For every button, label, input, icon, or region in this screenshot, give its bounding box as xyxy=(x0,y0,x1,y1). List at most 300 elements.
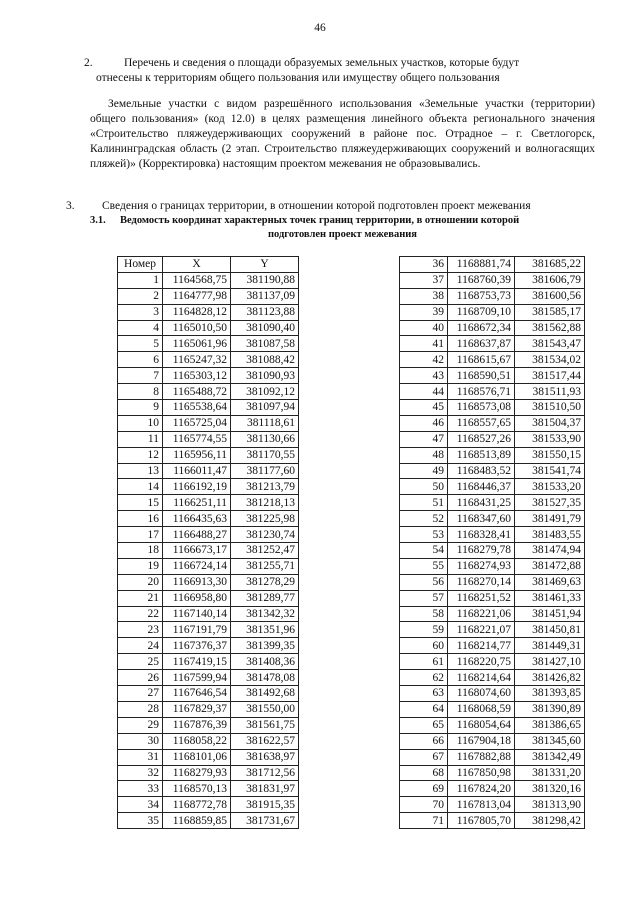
x-coordinate: 1166192,19 xyxy=(163,479,231,495)
table-row xyxy=(400,606,585,622)
table-row xyxy=(118,654,299,670)
table-row xyxy=(118,686,299,702)
section-3-number: 3. xyxy=(66,200,75,212)
y-coordinate: 381351,96 xyxy=(231,622,299,638)
x-coordinate: 1166251,11 xyxy=(163,495,231,511)
x-coordinate: 1168074,60 xyxy=(448,686,515,702)
point-number: 51 xyxy=(400,495,448,511)
point-number: 52 xyxy=(400,511,448,527)
point-number: 41 xyxy=(400,336,448,352)
point-number: 25 xyxy=(118,654,163,670)
table-row xyxy=(400,717,585,733)
x-coordinate: 1168214,77 xyxy=(448,638,515,654)
point-number: 23 xyxy=(118,622,163,638)
x-coordinate: 1168101,06 xyxy=(163,749,231,765)
y-coordinate: 381252,47 xyxy=(231,543,299,559)
y-coordinate: 381088,42 xyxy=(231,352,299,368)
point-number: 10 xyxy=(118,415,163,431)
x-coordinate: 1168615,67 xyxy=(448,352,515,368)
table-row xyxy=(118,495,299,511)
x-coordinate: 1167419,15 xyxy=(163,654,231,670)
point-number: 9 xyxy=(118,400,163,416)
y-coordinate: 381320,16 xyxy=(515,781,585,797)
y-coordinate: 381550,00 xyxy=(231,701,299,717)
y-coordinate: 381426,82 xyxy=(515,670,585,686)
x-coordinate: 1168068,59 xyxy=(448,701,515,717)
section-2-number: 2. xyxy=(84,57,93,69)
y-coordinate: 381450,81 xyxy=(515,622,585,638)
point-number: 27 xyxy=(118,686,163,702)
x-coordinate: 1168279,93 xyxy=(163,765,231,781)
point-number: 22 xyxy=(118,606,163,622)
y-coordinate: 381451,94 xyxy=(515,606,585,622)
y-coordinate: 381449,31 xyxy=(515,638,585,654)
y-coordinate: 381606,79 xyxy=(515,272,585,288)
x-coordinate: 1167829,37 xyxy=(163,701,231,717)
y-coordinate: 381550,15 xyxy=(515,447,585,463)
point-number: 62 xyxy=(400,670,448,686)
table-row xyxy=(400,543,585,559)
point-number: 58 xyxy=(400,606,448,622)
x-coordinate: 1168483,52 xyxy=(448,463,515,479)
table-row xyxy=(400,431,585,447)
point-number: 2 xyxy=(118,288,163,304)
table-row xyxy=(400,304,585,320)
table-row xyxy=(400,320,585,336)
y-coordinate: 381510,50 xyxy=(515,400,585,416)
point-number: 13 xyxy=(118,463,163,479)
point-number: 49 xyxy=(400,463,448,479)
section-3-1-title-line1: Ведомость координат характерных точек границ территории, в отношении которой xyxy=(120,215,520,226)
x-coordinate: 1167191,79 xyxy=(163,622,231,638)
y-coordinate: 381685,22 xyxy=(515,257,585,273)
x-coordinate: 1168054,64 xyxy=(448,717,515,733)
table-row xyxy=(400,574,585,590)
section-2-title-line1: Перечень и сведения о площади образуемых земельных участков, которые будут xyxy=(124,57,520,69)
y-coordinate: 381190,88 xyxy=(231,272,299,288)
y-coordinate: 381600,56 xyxy=(515,288,585,304)
x-coordinate: 1168058,22 xyxy=(163,733,231,749)
point-number: 31 xyxy=(118,749,163,765)
y-coordinate: 381527,35 xyxy=(515,495,585,511)
y-coordinate: 381386,65 xyxy=(515,717,585,733)
table-row xyxy=(118,320,299,336)
page-number: 46 xyxy=(314,22,326,34)
x-coordinate: 1166488,27 xyxy=(163,527,231,543)
y-coordinate: 381399,35 xyxy=(231,638,299,654)
x-coordinate: 1167824,20 xyxy=(448,781,515,797)
x-coordinate: 1165725,04 xyxy=(163,415,231,431)
y-coordinate: 381137,09 xyxy=(231,288,299,304)
y-coordinate: 381469,63 xyxy=(515,574,585,590)
table-row xyxy=(118,590,299,606)
table-header-row xyxy=(118,257,299,273)
point-number: 59 xyxy=(400,622,448,638)
y-coordinate: 381345,60 xyxy=(515,733,585,749)
x-coordinate: 1164828,12 xyxy=(163,304,231,320)
table-row xyxy=(400,686,585,702)
y-coordinate: 381342,49 xyxy=(515,749,585,765)
point-number: 40 xyxy=(400,320,448,336)
y-coordinate: 381090,93 xyxy=(231,368,299,384)
x-coordinate: 1168513,89 xyxy=(448,447,515,463)
table-row xyxy=(400,590,585,606)
table-row xyxy=(400,765,585,781)
y-coordinate: 381461,33 xyxy=(515,590,585,606)
table-row xyxy=(400,654,585,670)
x-coordinate: 1167876,39 xyxy=(163,717,231,733)
point-number: 60 xyxy=(400,638,448,654)
point-number: 1 xyxy=(118,272,163,288)
y-coordinate: 381278,29 xyxy=(231,574,299,590)
x-coordinate: 1166913,30 xyxy=(163,574,231,590)
point-number: 42 xyxy=(400,352,448,368)
table-row xyxy=(400,463,585,479)
y-coordinate: 381170,55 xyxy=(231,447,299,463)
point-number: 5 xyxy=(118,336,163,352)
table-row xyxy=(400,447,585,463)
y-coordinate: 381638,97 xyxy=(231,749,299,765)
y-coordinate: 381218,13 xyxy=(231,495,299,511)
table-row xyxy=(118,813,299,829)
coordinates-table-left xyxy=(117,256,299,829)
table-row xyxy=(400,257,585,273)
x-coordinate: 1168270,14 xyxy=(448,574,515,590)
x-coordinate: 1166011,47 xyxy=(163,463,231,479)
point-number: 30 xyxy=(118,733,163,749)
table-row xyxy=(118,479,299,495)
x-coordinate: 1168637,87 xyxy=(448,336,515,352)
table-row xyxy=(118,638,299,654)
y-coordinate: 381118,61 xyxy=(231,415,299,431)
table-row xyxy=(118,384,299,400)
point-number: 19 xyxy=(118,558,163,574)
y-coordinate: 381511,93 xyxy=(515,384,585,400)
point-number: 55 xyxy=(400,558,448,574)
x-coordinate: 1168772,78 xyxy=(163,797,231,813)
point-number: 47 xyxy=(400,431,448,447)
table-row xyxy=(400,415,585,431)
table-row xyxy=(118,304,299,320)
x-coordinate: 1167805,70 xyxy=(448,813,515,829)
y-coordinate: 381177,60 xyxy=(231,463,299,479)
point-number: 63 xyxy=(400,686,448,702)
y-coordinate: 381543,47 xyxy=(515,336,585,352)
point-number: 65 xyxy=(400,717,448,733)
x-coordinate: 1167882,88 xyxy=(448,749,515,765)
x-coordinate: 1168590,51 xyxy=(448,368,515,384)
table-row xyxy=(118,415,299,431)
table-row xyxy=(118,717,299,733)
y-coordinate: 381255,71 xyxy=(231,558,299,574)
table-row xyxy=(400,797,585,813)
y-coordinate: 381342,32 xyxy=(231,606,299,622)
x-coordinate: 1167599,94 xyxy=(163,670,231,686)
point-number: 11 xyxy=(118,431,163,447)
y-coordinate: 381915,35 xyxy=(231,797,299,813)
table-row xyxy=(118,574,299,590)
x-coordinate: 1168760,39 xyxy=(448,272,515,288)
y-coordinate: 381562,88 xyxy=(515,320,585,336)
section-3-1-number: 3.1. xyxy=(90,215,106,226)
point-number: 37 xyxy=(400,272,448,288)
x-coordinate: 1168214,64 xyxy=(448,670,515,686)
point-number: 26 xyxy=(118,670,163,686)
table-row xyxy=(400,384,585,400)
table-row xyxy=(118,368,299,384)
point-number: 61 xyxy=(400,654,448,670)
y-coordinate: 381504,37 xyxy=(515,415,585,431)
point-number: 43 xyxy=(400,368,448,384)
header-y: Y xyxy=(231,257,299,273)
y-coordinate: 381492,68 xyxy=(231,686,299,702)
header-number: Номер xyxy=(118,257,163,273)
point-number: 3 xyxy=(118,304,163,320)
point-number: 57 xyxy=(400,590,448,606)
section-2-paragraph: Земельные участки с видом разрешённого использования «Земельные участки (территории) общего пользования» (код 12.0) в целях размещения линейного объекта регионального значения «Строительство пляжеудерживающих сооружений в районе пос. Отрадное – г. Светлогорск, Калининградская область (2 этап. Строительство пляжеудерживающих сооружений и волногасящих пляжей)» (Корректировка) настоящим проектом межевания не образовывались. xyxy=(90,98,595,170)
y-coordinate: 381731,67 xyxy=(231,813,299,829)
point-number: 39 xyxy=(400,304,448,320)
x-coordinate: 1165956,11 xyxy=(163,447,231,463)
x-coordinate: 1168573,08 xyxy=(448,400,515,416)
x-coordinate: 1168347,60 xyxy=(448,511,515,527)
x-coordinate: 1167140,14 xyxy=(163,606,231,622)
table-row xyxy=(118,797,299,813)
table-row xyxy=(400,781,585,797)
point-number: 45 xyxy=(400,400,448,416)
x-coordinate: 1166958,80 xyxy=(163,590,231,606)
x-coordinate: 1168527,26 xyxy=(448,431,515,447)
point-number: 66 xyxy=(400,733,448,749)
point-number: 67 xyxy=(400,749,448,765)
y-coordinate: 381474,94 xyxy=(515,543,585,559)
table-row xyxy=(118,447,299,463)
table-row xyxy=(118,527,299,543)
x-coordinate: 1168431,25 xyxy=(448,495,515,511)
point-number: 14 xyxy=(118,479,163,495)
table-row xyxy=(118,336,299,352)
point-number: 18 xyxy=(118,543,163,559)
table-row xyxy=(400,749,585,765)
x-coordinate: 1165247,32 xyxy=(163,352,231,368)
x-coordinate: 1168220,75 xyxy=(448,654,515,670)
y-coordinate: 381408,36 xyxy=(231,654,299,670)
y-coordinate: 381483,55 xyxy=(515,527,585,543)
point-number: 32 xyxy=(118,765,163,781)
point-number: 12 xyxy=(118,447,163,463)
x-coordinate: 1168274,93 xyxy=(448,558,515,574)
section-3-title: Сведения о границах территории, в отношении которой подготовлен проект межевания xyxy=(102,200,531,212)
table-row xyxy=(400,368,585,384)
x-coordinate: 1165010,50 xyxy=(163,320,231,336)
y-coordinate: 381331,20 xyxy=(515,765,585,781)
y-coordinate: 381092,12 xyxy=(231,384,299,400)
table-row xyxy=(118,431,299,447)
x-coordinate: 1168446,37 xyxy=(448,479,515,495)
x-coordinate: 1168881,74 xyxy=(448,257,515,273)
y-coordinate: 381087,58 xyxy=(231,336,299,352)
y-coordinate: 381712,56 xyxy=(231,765,299,781)
x-coordinate: 1164777,98 xyxy=(163,288,231,304)
x-coordinate: 1166673,17 xyxy=(163,543,231,559)
x-coordinate: 1168859,85 xyxy=(163,813,231,829)
y-coordinate: 381289,77 xyxy=(231,590,299,606)
y-coordinate: 381225,98 xyxy=(231,511,299,527)
point-number: 8 xyxy=(118,384,163,400)
y-coordinate: 381541,74 xyxy=(515,463,585,479)
table-row xyxy=(400,400,585,416)
point-number: 29 xyxy=(118,717,163,733)
x-coordinate: 1167904,18 xyxy=(448,733,515,749)
x-coordinate: 1168709,10 xyxy=(448,304,515,320)
y-coordinate: 381478,08 xyxy=(231,670,299,686)
section-2-title-line2: отнесены к территориям общего пользования или имуществу общего пользования xyxy=(96,72,500,84)
x-coordinate: 1167850,98 xyxy=(448,765,515,781)
table-row xyxy=(400,288,585,304)
x-coordinate: 1168557,65 xyxy=(448,415,515,431)
table-row xyxy=(400,352,585,368)
y-coordinate: 381097,94 xyxy=(231,400,299,416)
x-coordinate: 1165488,72 xyxy=(163,384,231,400)
point-number: 35 xyxy=(118,813,163,829)
point-number: 71 xyxy=(400,813,448,829)
y-coordinate: 381313,90 xyxy=(515,797,585,813)
y-coordinate: 381393,85 xyxy=(515,686,585,702)
point-number: 36 xyxy=(400,257,448,273)
x-coordinate: 1168753,73 xyxy=(448,288,515,304)
point-number: 4 xyxy=(118,320,163,336)
y-coordinate: 381561,75 xyxy=(231,717,299,733)
y-coordinate: 381390,89 xyxy=(515,701,585,717)
table-row xyxy=(118,288,299,304)
point-number: 48 xyxy=(400,447,448,463)
table-row xyxy=(400,670,585,686)
table-row xyxy=(400,558,585,574)
x-coordinate: 1167813,04 xyxy=(448,797,515,813)
table-row xyxy=(118,463,299,479)
point-number: 17 xyxy=(118,527,163,543)
coordinates-table-right xyxy=(399,256,585,829)
table-row xyxy=(400,272,585,288)
point-number: 54 xyxy=(400,543,448,559)
y-coordinate: 381213,79 xyxy=(231,479,299,495)
x-coordinate: 1168221,07 xyxy=(448,622,515,638)
x-coordinate: 1165538,64 xyxy=(163,400,231,416)
point-number: 6 xyxy=(118,352,163,368)
table-row xyxy=(118,511,299,527)
x-coordinate: 1166435,63 xyxy=(163,511,231,527)
point-number: 56 xyxy=(400,574,448,590)
table-row xyxy=(400,622,585,638)
y-coordinate: 381831,97 xyxy=(231,781,299,797)
table-row xyxy=(118,670,299,686)
y-coordinate: 381472,88 xyxy=(515,558,585,574)
x-coordinate: 1167376,37 xyxy=(163,638,231,654)
y-coordinate: 381090,40 xyxy=(231,320,299,336)
x-coordinate: 1165061,96 xyxy=(163,336,231,352)
table-row xyxy=(118,400,299,416)
point-number: 64 xyxy=(400,701,448,717)
y-coordinate: 381123,88 xyxy=(231,304,299,320)
y-coordinate: 381533,20 xyxy=(515,479,585,495)
y-coordinate: 381427,10 xyxy=(515,654,585,670)
x-coordinate: 1165774,55 xyxy=(163,431,231,447)
table-row xyxy=(118,701,299,717)
point-number: 44 xyxy=(400,384,448,400)
x-coordinate: 1168576,71 xyxy=(448,384,515,400)
y-coordinate: 381534,02 xyxy=(515,352,585,368)
x-coordinate: 1168672,34 xyxy=(448,320,515,336)
y-coordinate: 381517,44 xyxy=(515,368,585,384)
table-row xyxy=(400,511,585,527)
point-number: 7 xyxy=(118,368,163,384)
table-row xyxy=(118,733,299,749)
table-row xyxy=(400,336,585,352)
y-coordinate: 381130,66 xyxy=(231,431,299,447)
table-row xyxy=(400,479,585,495)
table-row xyxy=(118,352,299,368)
point-number: 20 xyxy=(118,574,163,590)
point-number: 68 xyxy=(400,765,448,781)
table-row xyxy=(400,701,585,717)
point-number: 46 xyxy=(400,415,448,431)
x-coordinate: 1168279,78 xyxy=(448,543,515,559)
table-row xyxy=(118,749,299,765)
x-coordinate: 1165303,12 xyxy=(163,368,231,384)
table-row xyxy=(400,733,585,749)
x-coordinate: 1164568,75 xyxy=(163,272,231,288)
table-row xyxy=(118,272,299,288)
table-row xyxy=(118,765,299,781)
x-coordinate: 1168570,13 xyxy=(163,781,231,797)
y-coordinate: 381622,57 xyxy=(231,733,299,749)
table-row xyxy=(400,813,585,829)
y-coordinate: 381230,74 xyxy=(231,527,299,543)
table-row xyxy=(118,781,299,797)
table-row xyxy=(400,527,585,543)
point-number: 34 xyxy=(118,797,163,813)
point-number: 15 xyxy=(118,495,163,511)
point-number: 70 xyxy=(400,797,448,813)
table-row xyxy=(400,495,585,511)
y-coordinate: 381491,79 xyxy=(515,511,585,527)
point-number: 33 xyxy=(118,781,163,797)
x-coordinate: 1168221,06 xyxy=(448,606,515,622)
header-x: X xyxy=(163,257,231,273)
table-row xyxy=(118,558,299,574)
y-coordinate: 381298,42 xyxy=(515,813,585,829)
y-coordinate: 381533,90 xyxy=(515,431,585,447)
point-number: 38 xyxy=(400,288,448,304)
point-number: 53 xyxy=(400,527,448,543)
y-coordinate: 381585,17 xyxy=(515,304,585,320)
point-number: 24 xyxy=(118,638,163,654)
section-3-1-title-line2: подготовлен проект межевания xyxy=(268,229,417,240)
x-coordinate: 1167646,54 xyxy=(163,686,231,702)
table-row xyxy=(118,543,299,559)
table-row xyxy=(118,606,299,622)
x-coordinate: 1168251,52 xyxy=(448,590,515,606)
table-row xyxy=(400,638,585,654)
point-number: 28 xyxy=(118,701,163,717)
point-number: 21 xyxy=(118,590,163,606)
point-number: 50 xyxy=(400,479,448,495)
x-coordinate: 1166724,14 xyxy=(163,558,231,574)
point-number: 16 xyxy=(118,511,163,527)
point-number: 69 xyxy=(400,781,448,797)
x-coordinate: 1168328,41 xyxy=(448,527,515,543)
table-row xyxy=(118,622,299,638)
